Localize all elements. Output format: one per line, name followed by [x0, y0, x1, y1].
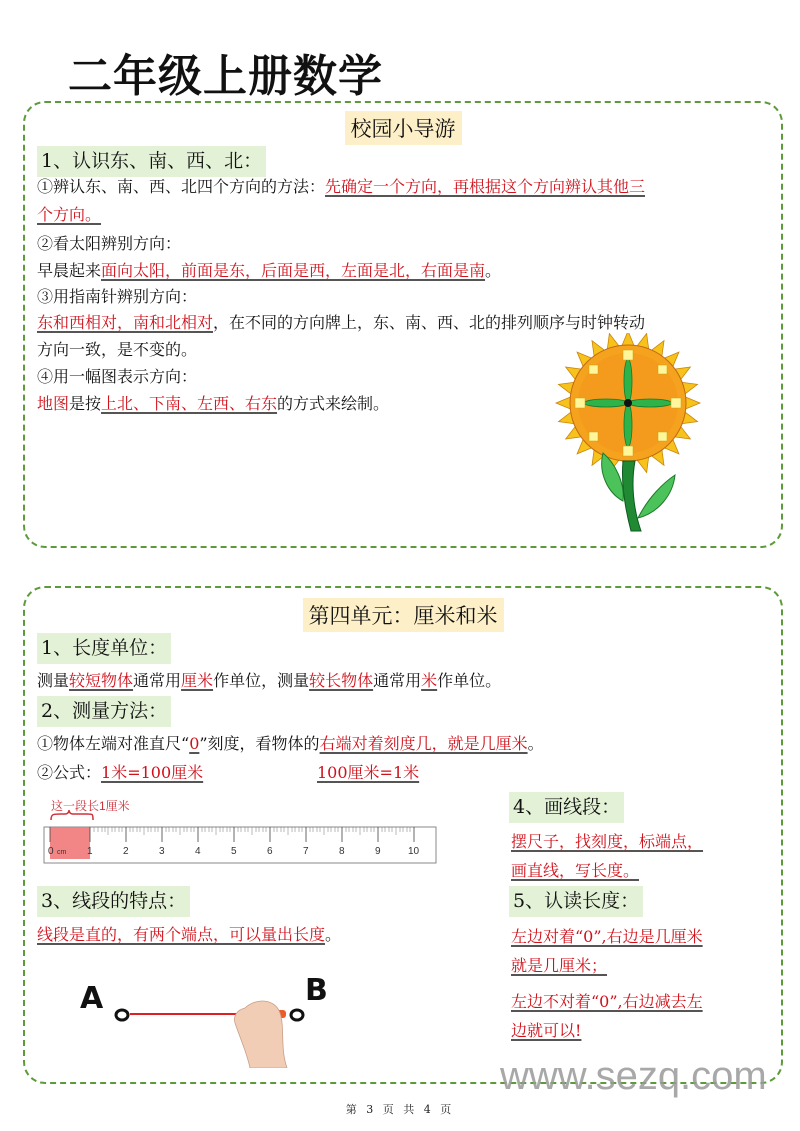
text: 。: [527, 734, 544, 753]
heading-read-length: 5、认读长度：: [509, 886, 643, 917]
formula-label: ②公式：: [37, 763, 102, 782]
read1-line1: [511, 926, 703, 948]
answer: 厘米: [181, 671, 214, 690]
text: 作单位，测量: [213, 671, 310, 690]
method1-line: [37, 733, 544, 755]
svg-text:2: 2: [123, 846, 129, 857]
watermark: www.sezq.com: [500, 1054, 767, 1098]
answer: 右端对着刻度几，就是几厘米: [319, 734, 528, 753]
heading-length-units: 1、长度单位：: [37, 633, 171, 664]
item4-answer: 上北、下南、左西、右东: [101, 394, 278, 413]
text: 通常用: [373, 671, 422, 690]
heading-segment-features: 3、线段的特点：: [37, 886, 190, 917]
svg-text:7: 7: [303, 846, 309, 857]
read1-line2: [511, 955, 607, 977]
item1-line1: [37, 176, 645, 198]
sunflower-compass-illustration: [553, 333, 703, 533]
heading-directions: 1、认识东、南、西、北：: [37, 146, 266, 177]
page-title: 二年级上册数学: [68, 51, 383, 102]
item4-mid: 是按: [69, 394, 102, 413]
section-title: [25, 111, 781, 145]
answer: 较长物体: [309, 671, 374, 690]
item3-rest: ，在不同的方向牌上，东、南、西、北的排列顺序与时钟转动: [213, 313, 646, 332]
text: 。: [325, 925, 342, 944]
svg-text:10: 10: [408, 846, 420, 857]
svg-text:9: 9: [375, 846, 381, 857]
read2-answer: 左边不对着“0”,右边减去左: [511, 992, 703, 1011]
item4-label: ④用一幅图表示方向：: [37, 367, 198, 386]
text: 测量: [37, 671, 70, 690]
page-number: 第 3 页 共 4 页: [345, 1103, 455, 1116]
answer: 较短物体: [69, 671, 134, 690]
formula-1: 1米=100厘米: [101, 763, 204, 782]
text: ”刻度，看物体的: [199, 734, 320, 753]
line-segment-drawing-illustration: [75, 968, 355, 1068]
read2-line2: [511, 1020, 581, 1042]
item2-label: ②看太阳辨别方向：: [37, 234, 182, 253]
item1-line2: [37, 204, 101, 226]
heading-draw-segment: 4、画线段：: [509, 792, 624, 823]
item1-answer-cont: 个方向。: [37, 205, 102, 224]
units-line: [37, 670, 501, 692]
formula-2: [317, 762, 419, 784]
section-title-text: 第四单元：厘米和米: [303, 598, 504, 632]
draw-line2: [511, 860, 639, 882]
svg-text:B: B: [305, 973, 328, 1008]
draw-line1: [511, 831, 703, 853]
ruler-illustration: [41, 810, 441, 872]
draw-answer: 摆尺子，找刻度，标端点，: [511, 832, 704, 851]
item2-answer: 面向太阳，前面是东，后面是西，左面是北，右面是南: [101, 261, 486, 280]
item4-line: [37, 393, 389, 415]
section-title-text: 校园小导游: [345, 111, 462, 145]
svg-text:cm: cm: [57, 849, 67, 856]
svg-text:0: 0: [48, 846, 54, 857]
svg-text:5: 5: [231, 846, 237, 857]
answer: 米: [421, 671, 438, 690]
text: 作单位。: [437, 671, 502, 690]
section-title: [25, 598, 781, 632]
formula-line: [37, 762, 203, 784]
item3-answer: 东和西相对，南和北相对: [37, 313, 214, 332]
read2-line1: [511, 991, 703, 1013]
item4-suffix: 的方式来绘制。: [277, 394, 390, 413]
item3-line1: [37, 312, 645, 334]
ruler-caption: 这一段长1厘米: [51, 799, 130, 813]
read1-answer-cont: 就是几厘米；: [511, 956, 608, 975]
svg-text:1: 1: [87, 846, 93, 857]
draw-answer-cont: 画直线，写长度。: [511, 861, 640, 880]
item4-map: 地图: [37, 394, 70, 413]
svg-text:6: 6: [267, 846, 273, 857]
read2-answer-cont: 边就可以!: [511, 1021, 582, 1040]
segment-answer: 线段是直的，有两个端点，可以量出长度: [37, 925, 326, 944]
item1-answer: 先确定一个方向，再根据这个方向辨认其他三: [325, 177, 646, 196]
item3-line2: 方向一致，是不变的。: [37, 340, 198, 359]
heading-measuring-method: 2、测量方法：: [37, 696, 171, 727]
segment-line: [37, 924, 341, 946]
formula-2-text: 100厘米=1米: [317, 763, 420, 782]
text: ①物体左端对准直尺“: [37, 734, 190, 753]
section-campus-guide: [23, 101, 783, 548]
section-cm-and-m: [23, 586, 783, 1084]
svg-text:A: A: [80, 981, 104, 1016]
item2-suffix: 。: [485, 261, 502, 280]
item1-prefix: ①辨认东、南、西、北四个方向的方法：: [37, 177, 326, 196]
svg-text:4: 4: [195, 846, 201, 857]
item2-line: [37, 260, 501, 282]
svg-text:3: 3: [159, 846, 165, 857]
answer: 0: [189, 734, 200, 753]
svg-text:8: 8: [339, 846, 345, 857]
text: 通常用: [133, 671, 182, 690]
item2-prefix: 早晨起来: [37, 261, 102, 280]
item3-label: ③用指南针辨别方向：: [37, 287, 198, 306]
read1-answer: 左边对着“0”,右边是几厘米: [511, 927, 703, 946]
